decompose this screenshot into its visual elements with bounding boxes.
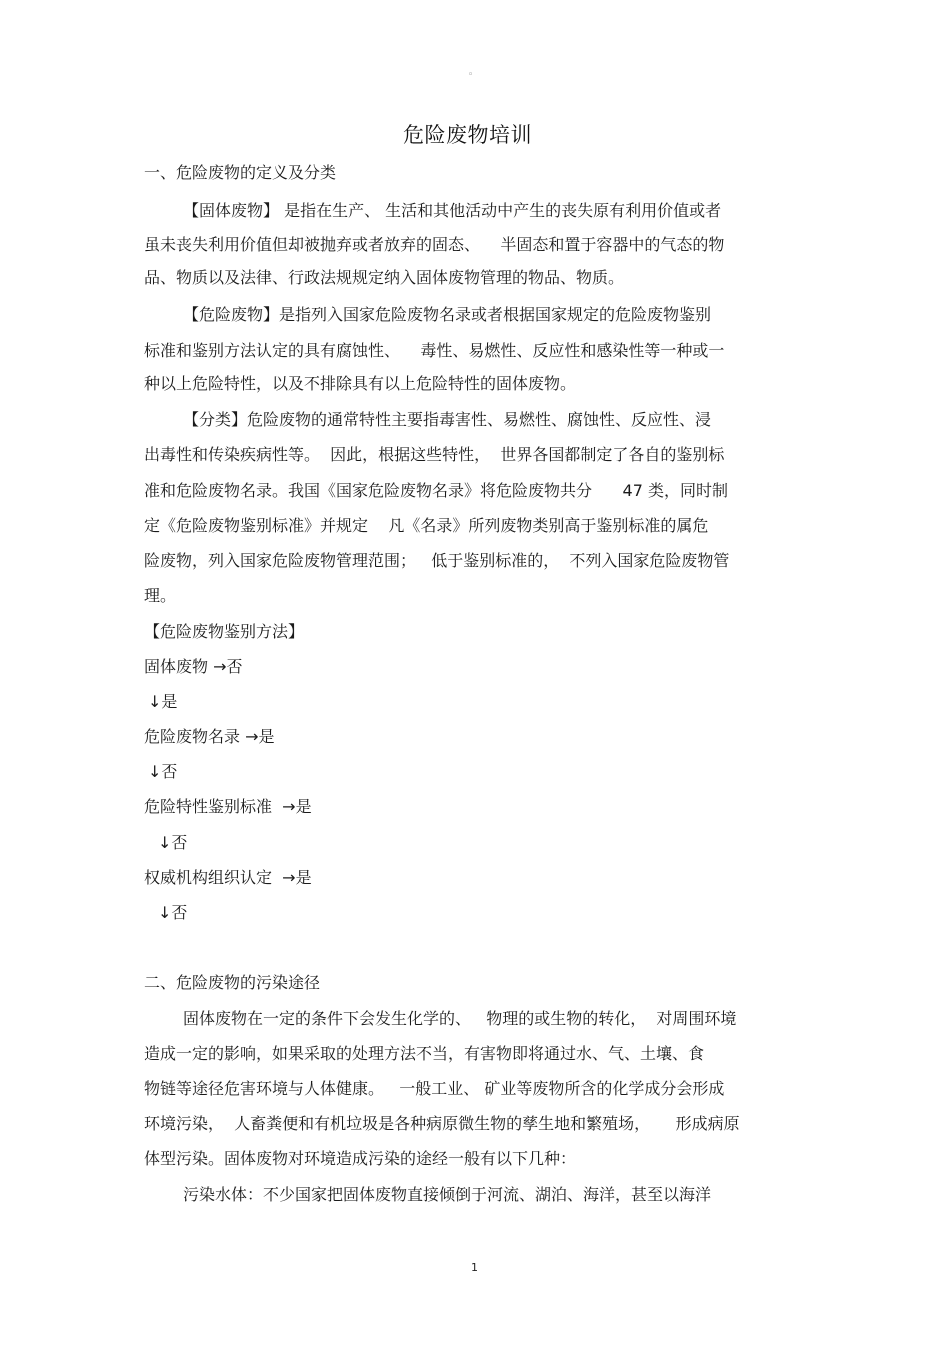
section-heading: 二、危险废物的污染途径: [144, 973, 321, 992]
flow-step: 固体废物 →否: [144, 657, 243, 676]
paragraph-line: 种以上危险特性，以及不排除具有以上危险特性的固体废物。: [144, 374, 577, 393]
paragraph-line: 理。: [144, 586, 177, 605]
paragraph-line: 品、物质以及法律、行政法规规定纳入固体废物管理的物品、物质。: [144, 268, 625, 287]
section-heading: 一、危险废物的定义及分类: [144, 163, 337, 182]
paragraph-line: 环境污染， 人畜粪便和有机垃圾是各种病原微生物的孳生地和繁殖场， 形成病原: [144, 1114, 740, 1133]
paragraph-line: 【分类】危险废物的通常特性主要指毒害性、易燃性、腐蚀性、反应性、浸: [183, 410, 712, 429]
paragraph-line: 虽未丧失利用价值但却被抛弃或者放弃的固态、 半固态和置于容器中的气态的物: [144, 235, 725, 254]
paragraph-line: 标准和鉴别方法认定的具有腐蚀性、 毒性、易燃性、反应性和感染性等一种或一: [144, 341, 725, 360]
paragraph-line: 【危险废物】是指列入国家危险废物名录或者根据国家规定的危险废物鉴别: [183, 305, 712, 324]
flow-step: 危险废物名录 →是: [144, 727, 275, 746]
paragraph-line: 体型污染。固体废物对环境造成污染的途经一般有以下几种：: [144, 1149, 577, 1168]
paragraph-line: 物链等途径危害环境与人体健康。 一般工业、 矿业等废物所含的化学成分会形成: [144, 1079, 725, 1098]
header-mark: ◦: [468, 70, 474, 80]
flow-arrow: ↓是: [148, 692, 178, 711]
paragraph-line: 准和危险废物名录。我国《国家危险废物名录》将危险废物共分 47 类，同时制: [144, 481, 728, 500]
flow-step: 权威机构组织认定 →是: [144, 868, 312, 887]
flow-arrow: ↓否: [158, 833, 188, 852]
paragraph-line: 污染水体：不少国家把固体废物直接倾倒于河流、湖泊、海洋，甚至以海洋: [183, 1185, 712, 1204]
page-number: 1: [471, 1261, 478, 1274]
method-heading: 【危险废物鉴别方法】: [144, 622, 305, 641]
page-title: 危险废物培训: [403, 123, 532, 147]
paragraph-line: 定《危险废物鉴别标准》并规定 凡《名录》所列废物类别高于鉴别标准的属危: [144, 516, 709, 535]
paragraph-line: 造成一定的影响，如果采取的处理方法不当，有害物即将通过水、气、土壤、食: [144, 1044, 705, 1063]
paragraph-line: 险废物，列入国家危险废物管理范围； 低于鉴别标准的， 不列入国家危险废物管: [144, 551, 730, 570]
flow-arrow: ↓否: [158, 903, 188, 922]
paragraph-line: 出毒性和传染疾病性等。 因此，根据这些特性， 世界各国都制定了各自的鉴别标: [144, 445, 725, 464]
paragraph-line: 固体废物在一定的条件下会发生化学的、 物理的或生物的转化， 对周围环境: [183, 1009, 737, 1028]
flow-step: 危险特性鉴别标准 →是: [144, 797, 312, 816]
paragraph-line: 【固体废物】 是指在生产、 生活和其他活动中产生的丧失原有利用价值或者: [183, 201, 722, 220]
flow-arrow: ↓否: [148, 762, 178, 781]
